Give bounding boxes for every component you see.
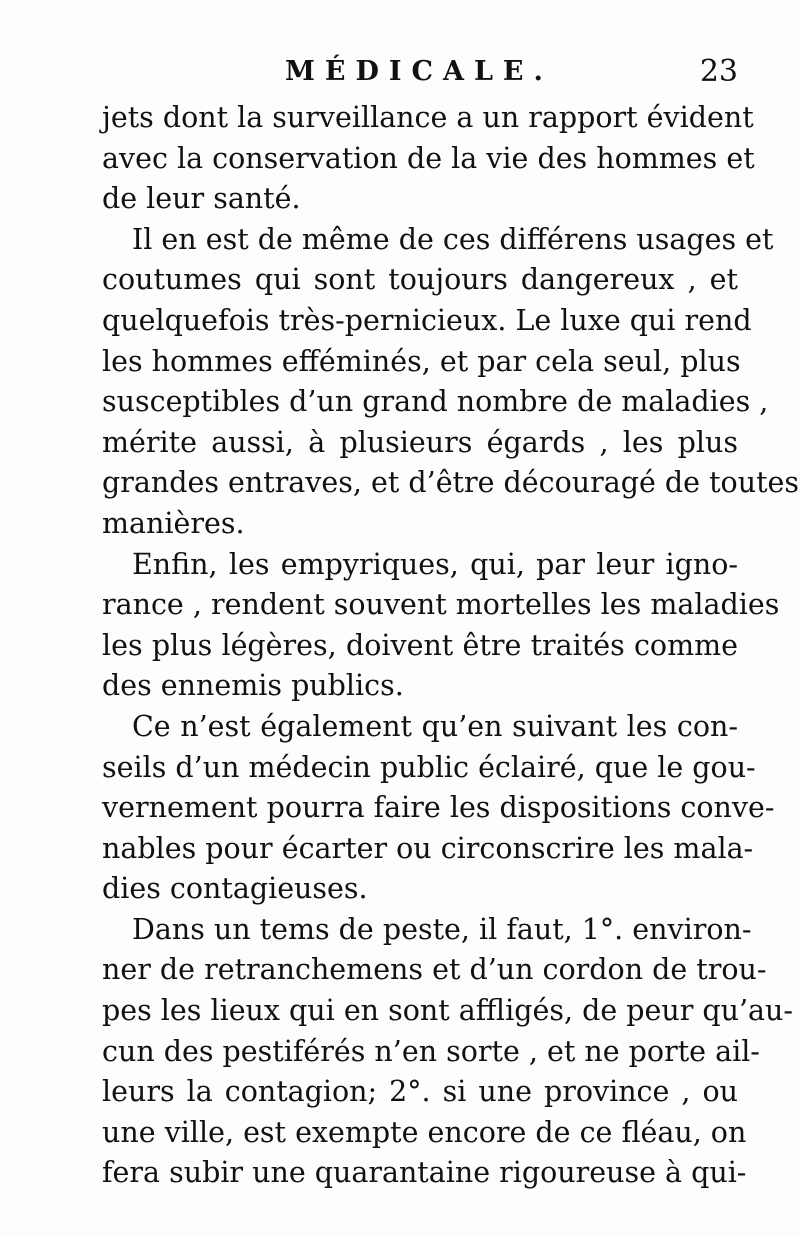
running-head: MÉDICALE. xyxy=(285,56,553,87)
text-line: les hommes efféminés, et par cela seul, plus xyxy=(102,344,741,378)
text-line: rance , rendent souvent mortelles les maladies xyxy=(102,588,780,622)
text-line: leurs la contagion; 2°. si une province , ou xyxy=(102,1075,738,1109)
text-line: Ce n’est également qu’en suivant les con- xyxy=(132,709,738,743)
text-line: ner de retranchemens et d’un cordon de trou- xyxy=(102,953,767,987)
text-line: seils d’un médecin public éclairé, que le gou- xyxy=(102,750,756,784)
text-line: coutumes qui sont toujours dangereux , et xyxy=(102,263,738,297)
page-header xyxy=(100,48,740,92)
paragraph xyxy=(102,545,780,707)
text-line: nables pour écarter ou circonscrire les mala- xyxy=(102,831,754,865)
text-line: pes les lieux qui en sont affligés, de peur qu’au- xyxy=(102,994,794,1028)
text-line: avec la conservation de la vie des hommes et xyxy=(102,141,755,175)
text-line: grandes entraves, et d’être découragé de toutes xyxy=(102,466,800,500)
paragraph xyxy=(102,707,775,910)
paragraph xyxy=(102,910,794,1194)
text-line: vernement pourra faire les dispositions conve- xyxy=(102,791,775,825)
paragraph xyxy=(102,98,755,220)
text-line: une ville, est exempte encore de ce fléau, on xyxy=(102,1115,747,1149)
text-line: mérite aussi, à plusieurs égards , les plus xyxy=(102,425,738,459)
text-line: Il en est de même de ces différens usages et xyxy=(132,222,774,256)
text-line: Dans un tems de peste, il faut, 1°. environ- xyxy=(132,912,752,946)
text-line: jets dont la surveillance a un rapport évident xyxy=(102,101,754,134)
page-number: 23 xyxy=(699,54,738,89)
text-line: quelquefois très-pernicieux. Le luxe qui rend xyxy=(102,303,752,337)
text-line: des ennemis publics. xyxy=(102,669,404,703)
text-line: manières. xyxy=(102,506,245,540)
paragraph xyxy=(102,220,800,545)
body-text xyxy=(102,98,800,1194)
text-line: Enfin, les empyriques, qui, par leur igno- xyxy=(132,547,738,581)
text-line: fera subir une quarantaine rigoureuse à qui- xyxy=(102,1156,747,1190)
text-line: les plus légères, doivent être traités comme xyxy=(102,628,738,662)
text-line: cun des pestiférés n’en sorte , et ne porte ail- xyxy=(102,1034,760,1068)
text-line: de leur santé. xyxy=(102,182,301,216)
text-line: dies contagieuses. xyxy=(102,872,368,906)
text-line: susceptibles d’un grand nombre de maladies , xyxy=(102,385,769,419)
